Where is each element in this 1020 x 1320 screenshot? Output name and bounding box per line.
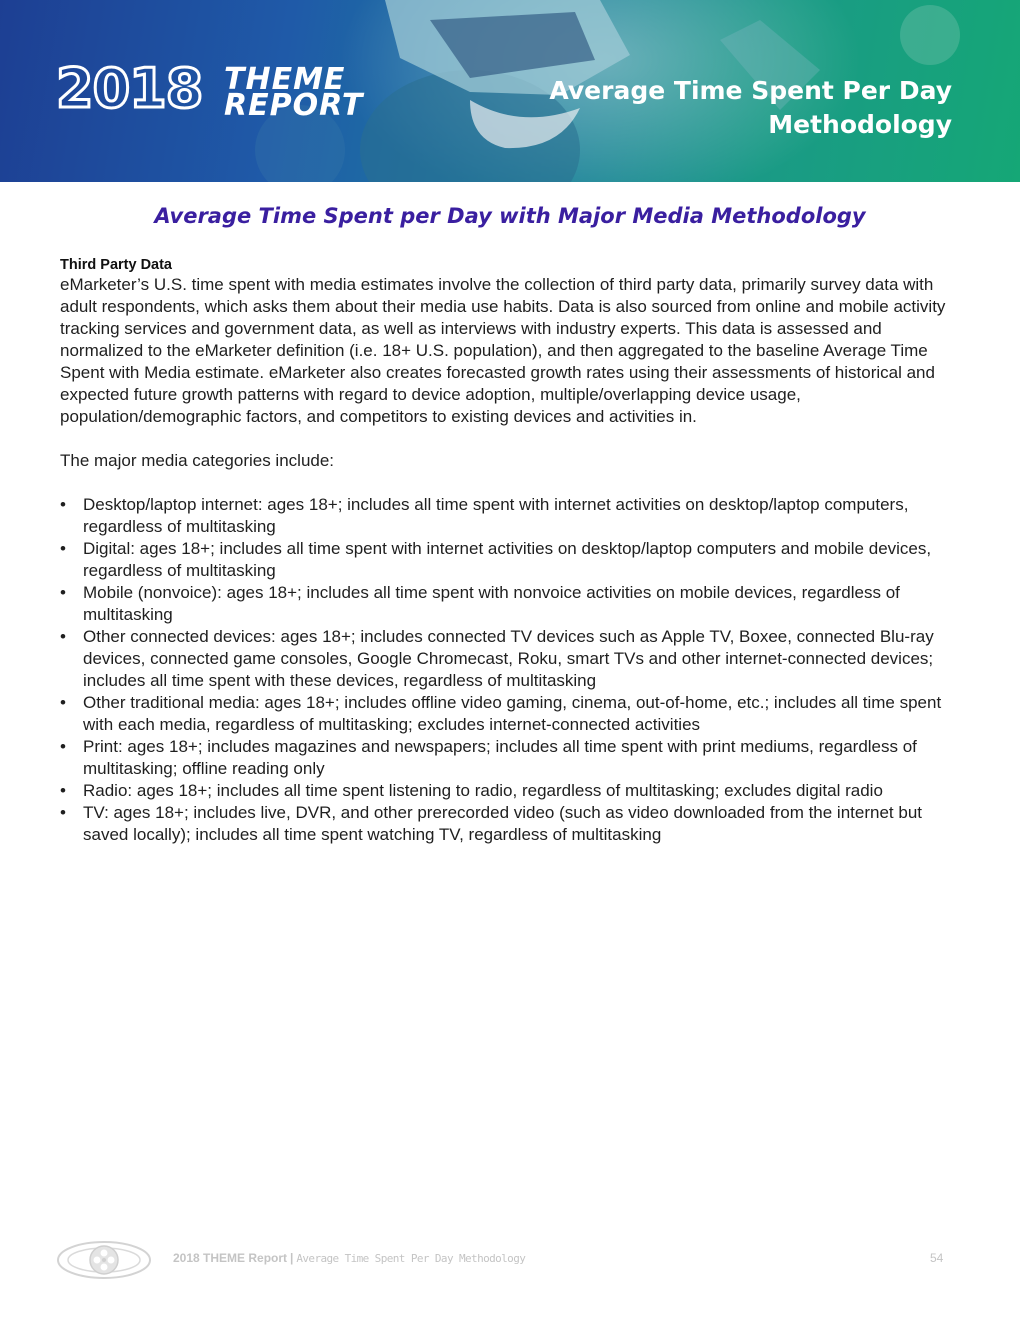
page-number: 54 xyxy=(930,1251,944,1265)
list-item-text: Other connected devices: ages 18+; includes connected TV devices such as Apple TV, Boxee, connected Blu-ray devices, connected game consoles, Google Chromecast, Roku, smart TVs and other internet-connected devices; includes all time spent with these devices, regardless of multitasking xyxy=(83,627,934,690)
list-item-text: Mobile (nonvoice): ages 18+; includes all time spent with nonvoice activities on mobile devices, regardless of multitasking xyxy=(83,583,900,624)
banner-title xyxy=(549,74,952,142)
list-item xyxy=(60,780,960,802)
logo-report: REPORT xyxy=(224,88,364,123)
mpaa-logo-icon xyxy=(56,1240,152,1280)
bullet-icon: • xyxy=(60,737,66,756)
list-item xyxy=(60,802,960,846)
document-title: Average Time Spent per Day with Major Media Methodology xyxy=(154,204,866,228)
list-item-text: TV: ages 18+; includes live, DVR, and other prerecorded video (such as video downloaded from the internet but saved locally); includes all time spent watching TV, regardless of multitasking xyxy=(83,803,922,844)
list-item-text: Digital: ages 18+; includes all time spent with internet activities on desktop/laptop computers and mobile devices, regardless of multitasking xyxy=(83,539,932,580)
bullet-icon: • xyxy=(60,627,66,646)
list-item xyxy=(60,582,960,626)
bullet-icon: • xyxy=(60,781,66,800)
banner-title-line2: Methodology xyxy=(768,110,952,139)
list-item xyxy=(60,736,960,780)
section-heading: Third Party Data xyxy=(60,257,172,273)
footer-separator: | xyxy=(290,1251,294,1265)
bullet-icon: • xyxy=(60,583,66,602)
bullet-icon: • xyxy=(60,495,66,514)
footer-page-title: Average Time Spent Per Day Methodology xyxy=(296,1252,526,1265)
logo-year: 2018 xyxy=(56,57,203,120)
footer-text xyxy=(173,1251,525,1265)
list-item xyxy=(60,626,960,692)
page-footer xyxy=(0,1240,1020,1280)
list-item-text: Print: ages 18+; includes magazines and newspapers; includes all time spent with print mediums, regardless of multitasking; offline reading only xyxy=(83,737,917,778)
bullet-icon: • xyxy=(60,539,66,558)
banner-title-line1: Average Time Spent Per Day xyxy=(549,76,952,105)
bullet-icon: • xyxy=(60,803,66,822)
bullet-icon: • xyxy=(60,693,66,712)
methodology-paragraph: eMarketer’s U.S. time spent with media estimates involve the collection of third party data, primarily survey data with adult respondents, which asks them about their media use habits. Data is also sourced from online and mobile activity tracking services and government data, as well as interviews with industry experts. This data is assessed and normalized to the eMarketer definition (i.e. 18+ U.S. population), and then aggregated to the baseline Average Time Spent with Media estimate. eMarketer also creates forecasted growth rates using their assessments of historical and expected future growth patterns with regard to device adoption, multiple/overlapping device usage, population/demographic factors, and competitors to existing devices and activities in. xyxy=(60,275,946,426)
footer-brand: 2018 THEME Report xyxy=(173,1251,288,1265)
list-item xyxy=(60,494,960,538)
media-categories-list xyxy=(60,494,960,846)
logo-theme: THEME xyxy=(224,62,346,97)
list-item-text: Desktop/laptop internet: ages 18+; includes all time spent with internet activities on desktop/laptop computers, regardless of multitasking xyxy=(83,495,909,536)
list-item-text: Radio: ages 18+; includes all time spent listening to radio, regardless of multitasking; excludes digital radio xyxy=(83,781,883,800)
header-banner xyxy=(0,0,1020,182)
document-body xyxy=(60,256,960,846)
categories-intro: The major media categories include: xyxy=(60,451,335,470)
list-item xyxy=(60,538,960,582)
list-item-text: Other traditional media: ages 18+; includes offline video gaming, cinema, out-of-home, etc.; includes all time spent with each media, regardless of multitasking; excludes internet-connected activities xyxy=(83,693,942,734)
list-item xyxy=(60,692,960,736)
